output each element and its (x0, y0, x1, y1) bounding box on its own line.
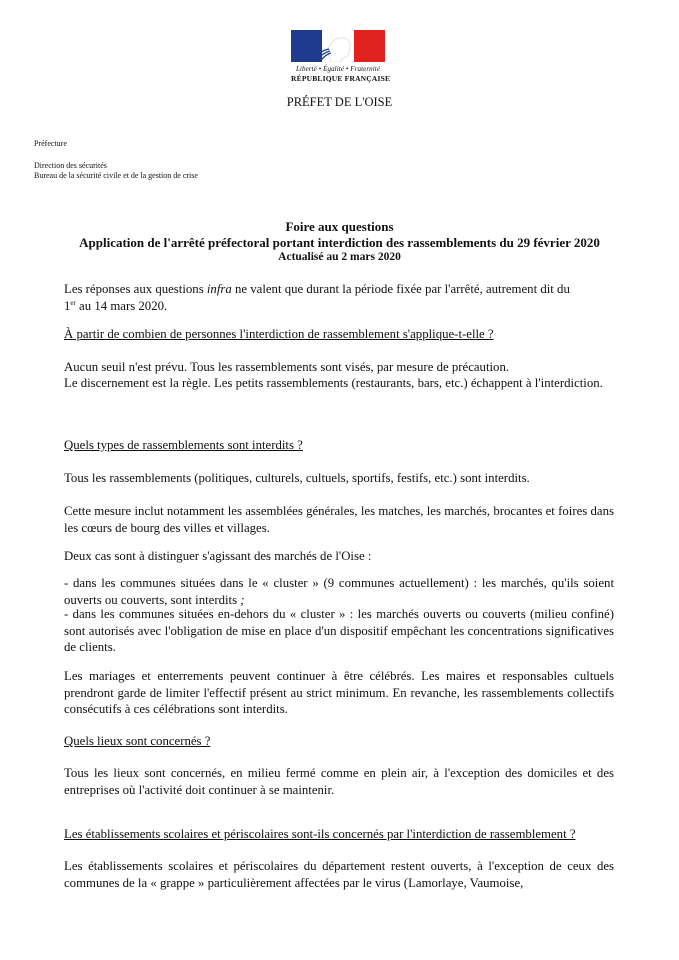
marianne-profile-icon (291, 30, 385, 62)
republic-label: RÉPUBLIQUE FRANÇAISE (291, 74, 391, 83)
answer-paragraph: Tous les rassemblements (politiques, culturels, cultuels, sportifs, festifs, etc.) sont interdits. (64, 471, 530, 485)
intro-paragraph: Les réponses aux questions infra ne valent que durant la période fixée par l'arrêté, autrement dit du 1er au 14 mars 2020. (64, 282, 570, 313)
marianne-logo (291, 30, 391, 83)
direction-label: Direction des sécurités (34, 161, 107, 170)
answer-paragraph: Cette mesure inclut notamment les assemblées générales, les matches, les marchés, brocantes et foires dans les cœurs de bourg des villes et villages. (64, 504, 614, 535)
tricolor-flag (291, 30, 385, 62)
answer-paragraph: Deux cas sont à distinguer s'agissant des marchés de l'Oise : (64, 549, 372, 563)
answer-paragraph: Les mariages et enterrements peuvent continuer à être célébrés. Les maires et responsables cultuels prendront garde de limiter l'effectif présent au strict minimum. En revanche, les rassemblements collectifs consécutifs à ces célébrations sont interdits. (64, 669, 614, 716)
doc-title: Foire aux questions (285, 219, 394, 234)
doc-subtitle: Application de l'arrêté préfectoral portant interdiction des rassemblements du 29 février 2020 (79, 235, 600, 250)
question-heading: Quels types de rassemblements sont interdits ? (64, 438, 303, 452)
answer-paragraph: Le discernement est la règle. Les petits rassemblements (restaurants, bars, etc.) échappent à l'interdiction. (64, 376, 603, 390)
department-label: Préfecture (34, 139, 67, 148)
question-heading: À partir de combien de personnes l'interdiction de rassemblement s'applique-t-elle ? (64, 327, 494, 341)
answer-paragraph: Aucun seuil n'est prévu. Tous les rassemblements sont visés, par mesure de précaution. (64, 360, 510, 374)
list-item: - dans les communes situées dans le « cluster » (9 communes actuellement) : les marchés, qu'ils soient ouverts ou couverts, sont interdits ; (64, 576, 614, 607)
doc-date: Actualisé au 2 mars 2020 (278, 251, 401, 263)
answer-paragraph: Les établissements scolaires et périscolaires du département restent ouverts, à l'exception de ceux des communes de la « grappe » particulièrement affectées par le virus (Lamorlaye, Vaumoise, (64, 859, 614, 890)
question-heading: Quels lieux sont concernés ? (64, 734, 211, 748)
list-item: - dans les communes situées en-dehors du « cluster » : les marchés ouverts ou couverts (milieu confiné) sont autorisés avec l'obligation de mise en place d'un dispositif empêchant les concentrations significatives de clients. (64, 607, 614, 654)
answer-paragraph: Tous les lieux sont concernés, en milieu fermé comme en plein air, à l'exception des domiciles et des entreprises où l'activité doit continuer à se maintenir. (64, 766, 614, 797)
prefet-heading: PRÉFET DE L'OISE (286, 95, 393, 109)
question-heading: Les établissements scolaires et périscolaires sont-ils concernés par l'interdiction de rassemblement ? (64, 827, 576, 841)
motto: Liberté • Égalité • Fraternité (295, 65, 381, 73)
bureau-label: Bureau de la sécurité civile et de la gestion de crise (34, 171, 198, 180)
